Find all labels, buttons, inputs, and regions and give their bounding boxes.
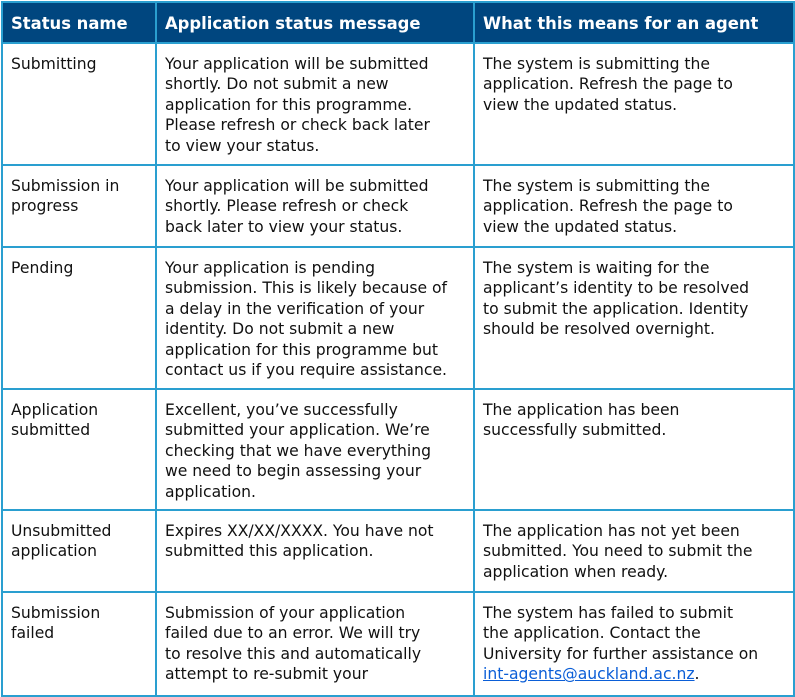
- table-row: [2, 165, 794, 247]
- table-row: [2, 510, 794, 592]
- cell-text-line: The system is submitting the: [483, 177, 711, 195]
- cell-text-line: Submission in: [11, 177, 120, 195]
- status-message-cell: [156, 592, 474, 696]
- cell-text-line: University for further assistance on: [483, 644, 759, 663]
- cell-text-line: progress: [11, 197, 79, 216]
- table-row: [2, 389, 794, 510]
- cell-text-line: Your application will be submitted: [165, 177, 429, 195]
- cell-text-line: we need to begin assessing your: [165, 462, 422, 481]
- cell-text-line: Expires XX/XX/XXXX. You have not: [165, 522, 434, 540]
- cell-text-line: Your application is pending: [165, 259, 376, 277]
- cell-text-line: application: [11, 542, 98, 561]
- cell-text-line: The application has been: [483, 401, 680, 419]
- agent-meaning-cell: [474, 43, 794, 165]
- agent-meaning-cell: [474, 389, 794, 510]
- email-link[interactable]: int-agents@auckland.ac.nz: [483, 665, 695, 684]
- cell-text-line: checking that we have everything: [165, 441, 432, 460]
- header-status-message: Application status message: [156, 2, 474, 43]
- status-name-cell: [2, 510, 156, 592]
- table-header-row: [2, 2, 794, 43]
- cell-text-line: The system is submitting the: [483, 55, 711, 73]
- cell-text-line: Pending: [11, 259, 74, 277]
- cell-text-line: Submission of your application: [165, 604, 406, 622]
- email-suffix: .: [694, 665, 700, 684]
- agent-meaning-cell: [474, 510, 794, 592]
- cell-text-line: applicant’s identity to be resolved: [483, 279, 750, 298]
- cell-text-line: Excellent, you’ve successfully: [165, 401, 398, 419]
- cell-text-line: The application has not yet been: [483, 522, 740, 540]
- cell-text-line: Please refresh or check back later: [165, 116, 430, 135]
- cell-text-line: failed: [11, 624, 55, 643]
- agent-meaning-cell: [474, 247, 794, 389]
- status-name-cell: [2, 592, 156, 696]
- cell-text-line: view the updated status.: [483, 217, 678, 236]
- agent-meaning-cell: [474, 592, 794, 696]
- cell-text-line: Application: [11, 401, 99, 419]
- status-message-cell: [156, 247, 474, 389]
- cell-text-line: The system has failed to submit: [483, 604, 734, 622]
- cell-text-line: shortly. Do not submit a new: [165, 75, 389, 94]
- cell-text-line: contact us if you require assistance.: [165, 361, 447, 380]
- cell-text-line: a delay in the verification of your: [165, 299, 425, 318]
- cell-text-line: shortly. Please refresh or check: [165, 197, 409, 216]
- table-row: [2, 592, 794, 696]
- cell-text-line: Submitting: [11, 55, 97, 73]
- cell-text-line: application. Refresh the page to: [483, 75, 733, 94]
- cell-text-line: application for this programme.: [165, 95, 413, 114]
- cell-text-line: to submit the application. Identity: [483, 299, 749, 318]
- cell-text-line: application for this programme but: [165, 340, 438, 359]
- cell-text-line: submission. This is likely because of: [165, 279, 448, 298]
- cell-text-line: Your application will be submitted: [165, 55, 429, 73]
- status-message-cell: [156, 43, 474, 165]
- cell-text-line: submitted: [11, 421, 91, 440]
- header-status-name: Status name: [2, 2, 156, 43]
- table-row: [2, 43, 794, 165]
- cell-text-line: application. Refresh the page to: [483, 197, 733, 216]
- status-name-cell: [2, 247, 156, 389]
- cell-text-line: to view your status.: [165, 136, 320, 155]
- cell-text-line: application when ready.: [483, 562, 669, 581]
- status-name-cell: [2, 43, 156, 165]
- cell-text-line: application.: [165, 482, 256, 501]
- cell-text-line: submitted your application. We’re: [165, 421, 430, 440]
- status-message-cell: [156, 165, 474, 247]
- cell-text-line: Submission: [11, 604, 101, 622]
- cell-text-line: submitted. You need to submit the: [483, 542, 753, 561]
- cell-text-line: to resolve this and automatically: [165, 644, 422, 663]
- cell-text-line: identity. Do not submit a new: [165, 320, 395, 339]
- cell-text-line: submitted this application.: [165, 542, 374, 561]
- status-name-cell: [2, 165, 156, 247]
- cell-text-line: successfully submitted.: [483, 421, 667, 440]
- header-agent-meaning: What this means for an agent: [474, 2, 794, 43]
- table-row: [2, 247, 794, 389]
- cell-text-line: should be resolved overnight.: [483, 320, 715, 339]
- status-message-cell: [156, 510, 474, 592]
- cell-text-line: back later to view your status.: [165, 217, 403, 236]
- cell-text-line: attempt to re-submit your: [165, 665, 369, 684]
- agent-meaning-cell: [474, 165, 794, 247]
- application-status-table: [1, 1, 795, 697]
- cell-text-line: the application. Contact the: [483, 624, 701, 643]
- cell-text-line: failed due to an error. We will try: [165, 624, 421, 643]
- status-name-cell: [2, 389, 156, 510]
- cell-text-line: The system is waiting for the: [483, 259, 710, 277]
- cell-text-line: Unsubmitted: [11, 522, 112, 540]
- cell-text-line: view the updated status.: [483, 95, 678, 114]
- email-line: [483, 664, 785, 684]
- status-message-cell: [156, 389, 474, 510]
